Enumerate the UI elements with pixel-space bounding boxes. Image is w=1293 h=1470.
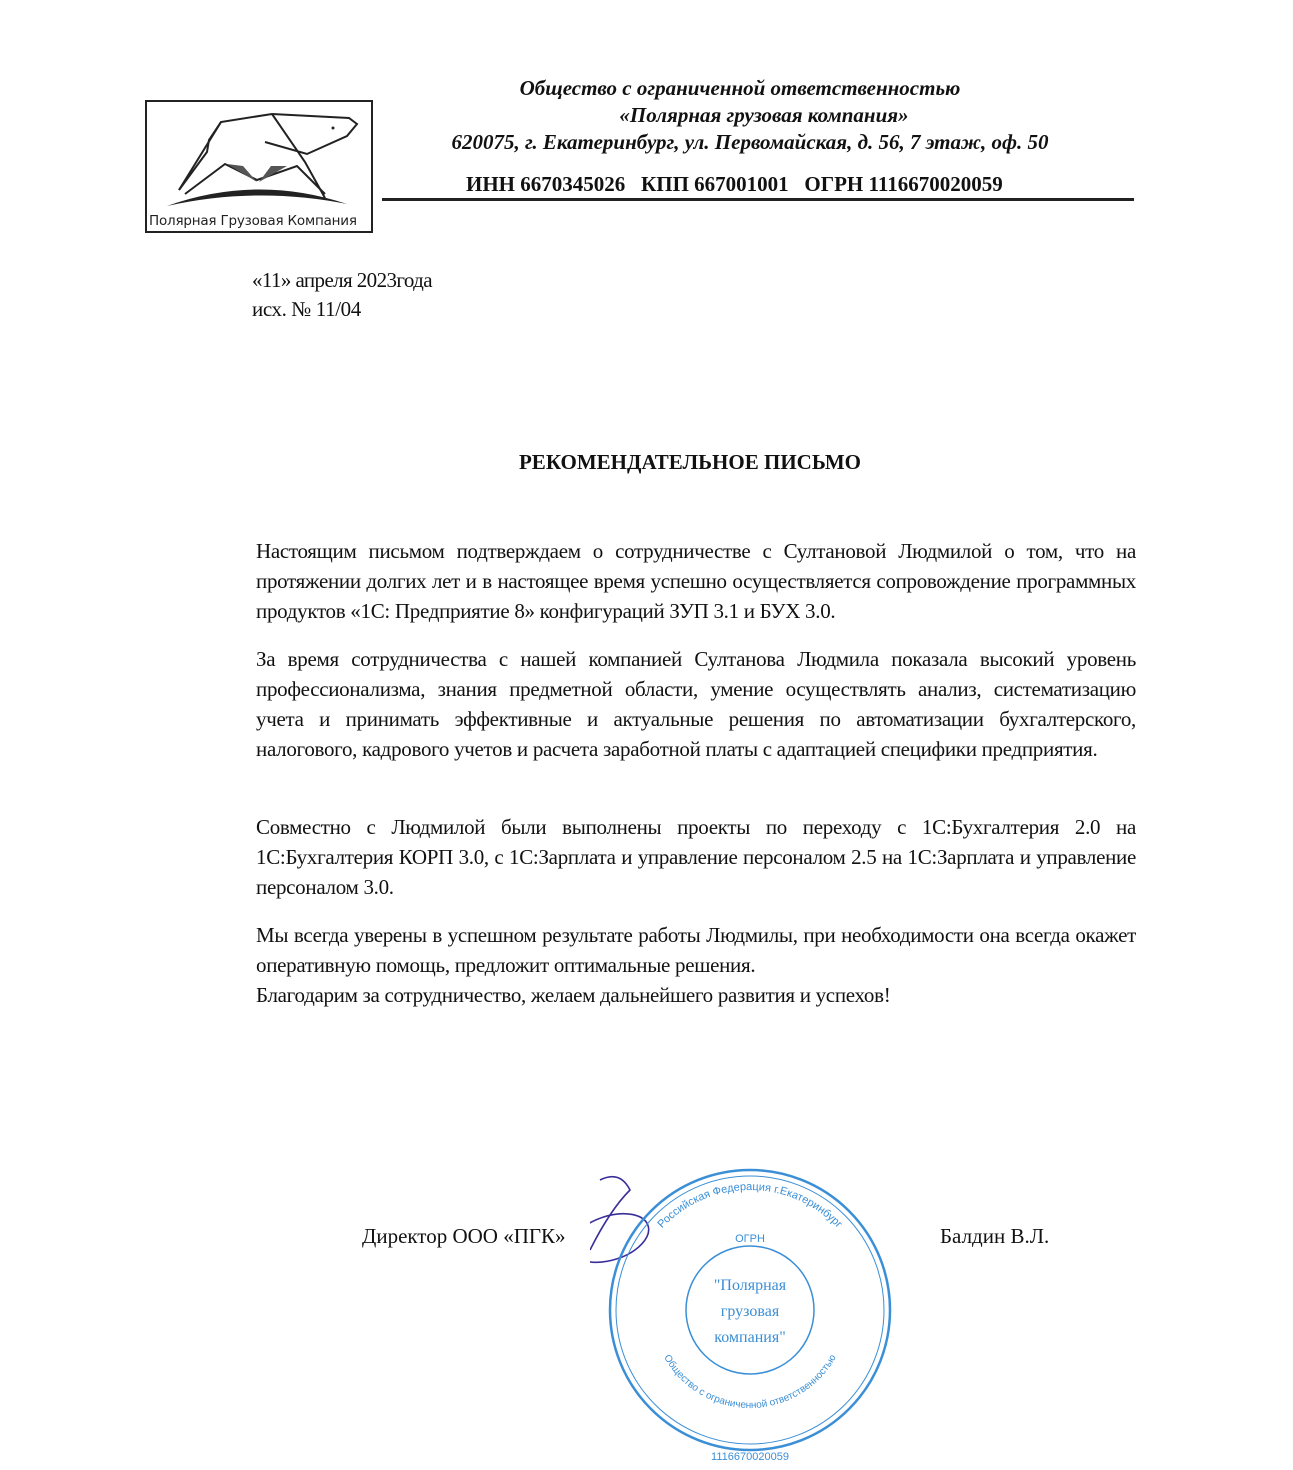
org-address: 620075, г. Екатеринбург, ул. Первомайская, д. 56, 7 этаж, оф. 50 bbox=[451, 130, 1049, 154]
stamp-center-line: грузовая bbox=[720, 1303, 780, 1320]
logo-caption: Полярная Грузовая Компания bbox=[149, 213, 357, 229]
stamp-seal bbox=[610, 1170, 890, 1463]
header-divider bbox=[382, 198, 1134, 201]
stamp-outer-text: Российская Федерация г.Екатеринбург bbox=[655, 1180, 845, 1231]
stamp-ring-text: Общество с ограниченной ответственностью bbox=[661, 1352, 839, 1412]
letter-date: «11» апреля 2023года bbox=[252, 268, 432, 292]
company-stamp bbox=[590, 1150, 930, 1470]
body-paragraph: Настоящим письмом подтверждаем о сотрудничестве с Султановой Людмилой о том, что на протяжении долгих лет и в настоящее время успешно осуществляется сопровождение программных продуктов «1С: Предприятие 8» конфигураций ЗУП 3.1 и БУХ 3.0. bbox=[256, 539, 1136, 623]
org-legal-form: Общество с ограниченной ответственностью bbox=[519, 76, 961, 100]
signatory-position: Директор ООО «ПГК» bbox=[362, 1224, 566, 1248]
signatory-name: Балдин В.Л. bbox=[940, 1224, 1050, 1248]
body-paragraph: Совместно с Людмилой были выполнены проекты по переходу с 1С:Бухгалтерия 2.0 на 1С:Бухгалтерия КОРП 3.0, с 1С:Зарплата и управление персоналом 2.5 на 1С:Зарплата и управление персоналом 3.0. bbox=[256, 815, 1136, 899]
org-name: «Полярная грузовая компания» bbox=[619, 103, 909, 127]
document-title: РЕКОМЕНДАТЕЛЬНОЕ ПИСЬМО bbox=[518, 450, 862, 474]
outgoing-number: исх. № 11/04 bbox=[252, 297, 361, 321]
company-logo bbox=[145, 100, 373, 233]
body-paragraph: За время сотрудничества с нашей компанией Султанова Людмила показала высокий уровень профессионализма, знания предметной области, умение осуществлять анализ, систематизацию учета и принимать эффективные и актуальные решения по автоматизации бухгалтерского, налогового, кадрового учетов и расчета заработной платы с адаптацией специфики предприятия. bbox=[256, 647, 1136, 761]
org-requisites: ИНН 6670345026 КПП 667001001 ОГРН 1116670020059 bbox=[466, 172, 1003, 196]
body-paragraph: Мы всегда уверены в успешном результате работы Людмилы, при необходимости она всегда окажет оперативную помощь, предложит оптимальные решения. bbox=[256, 923, 1136, 977]
handwritten-signature bbox=[590, 1177, 655, 1272]
polar-bear-logo-icon bbox=[147, 102, 371, 212]
stamp-center-line: "Полярная bbox=[713, 1277, 787, 1294]
body-paragraph: Благодарим за сотрудничество, желаем дальнейшего развития и успехов! bbox=[256, 983, 891, 1007]
stamp-center-line: компания" bbox=[714, 1329, 786, 1346]
stamp-ogrn: 1116670020059 bbox=[711, 1451, 789, 1463]
stamp-ogrn-label: ОГРН bbox=[735, 1233, 765, 1245]
